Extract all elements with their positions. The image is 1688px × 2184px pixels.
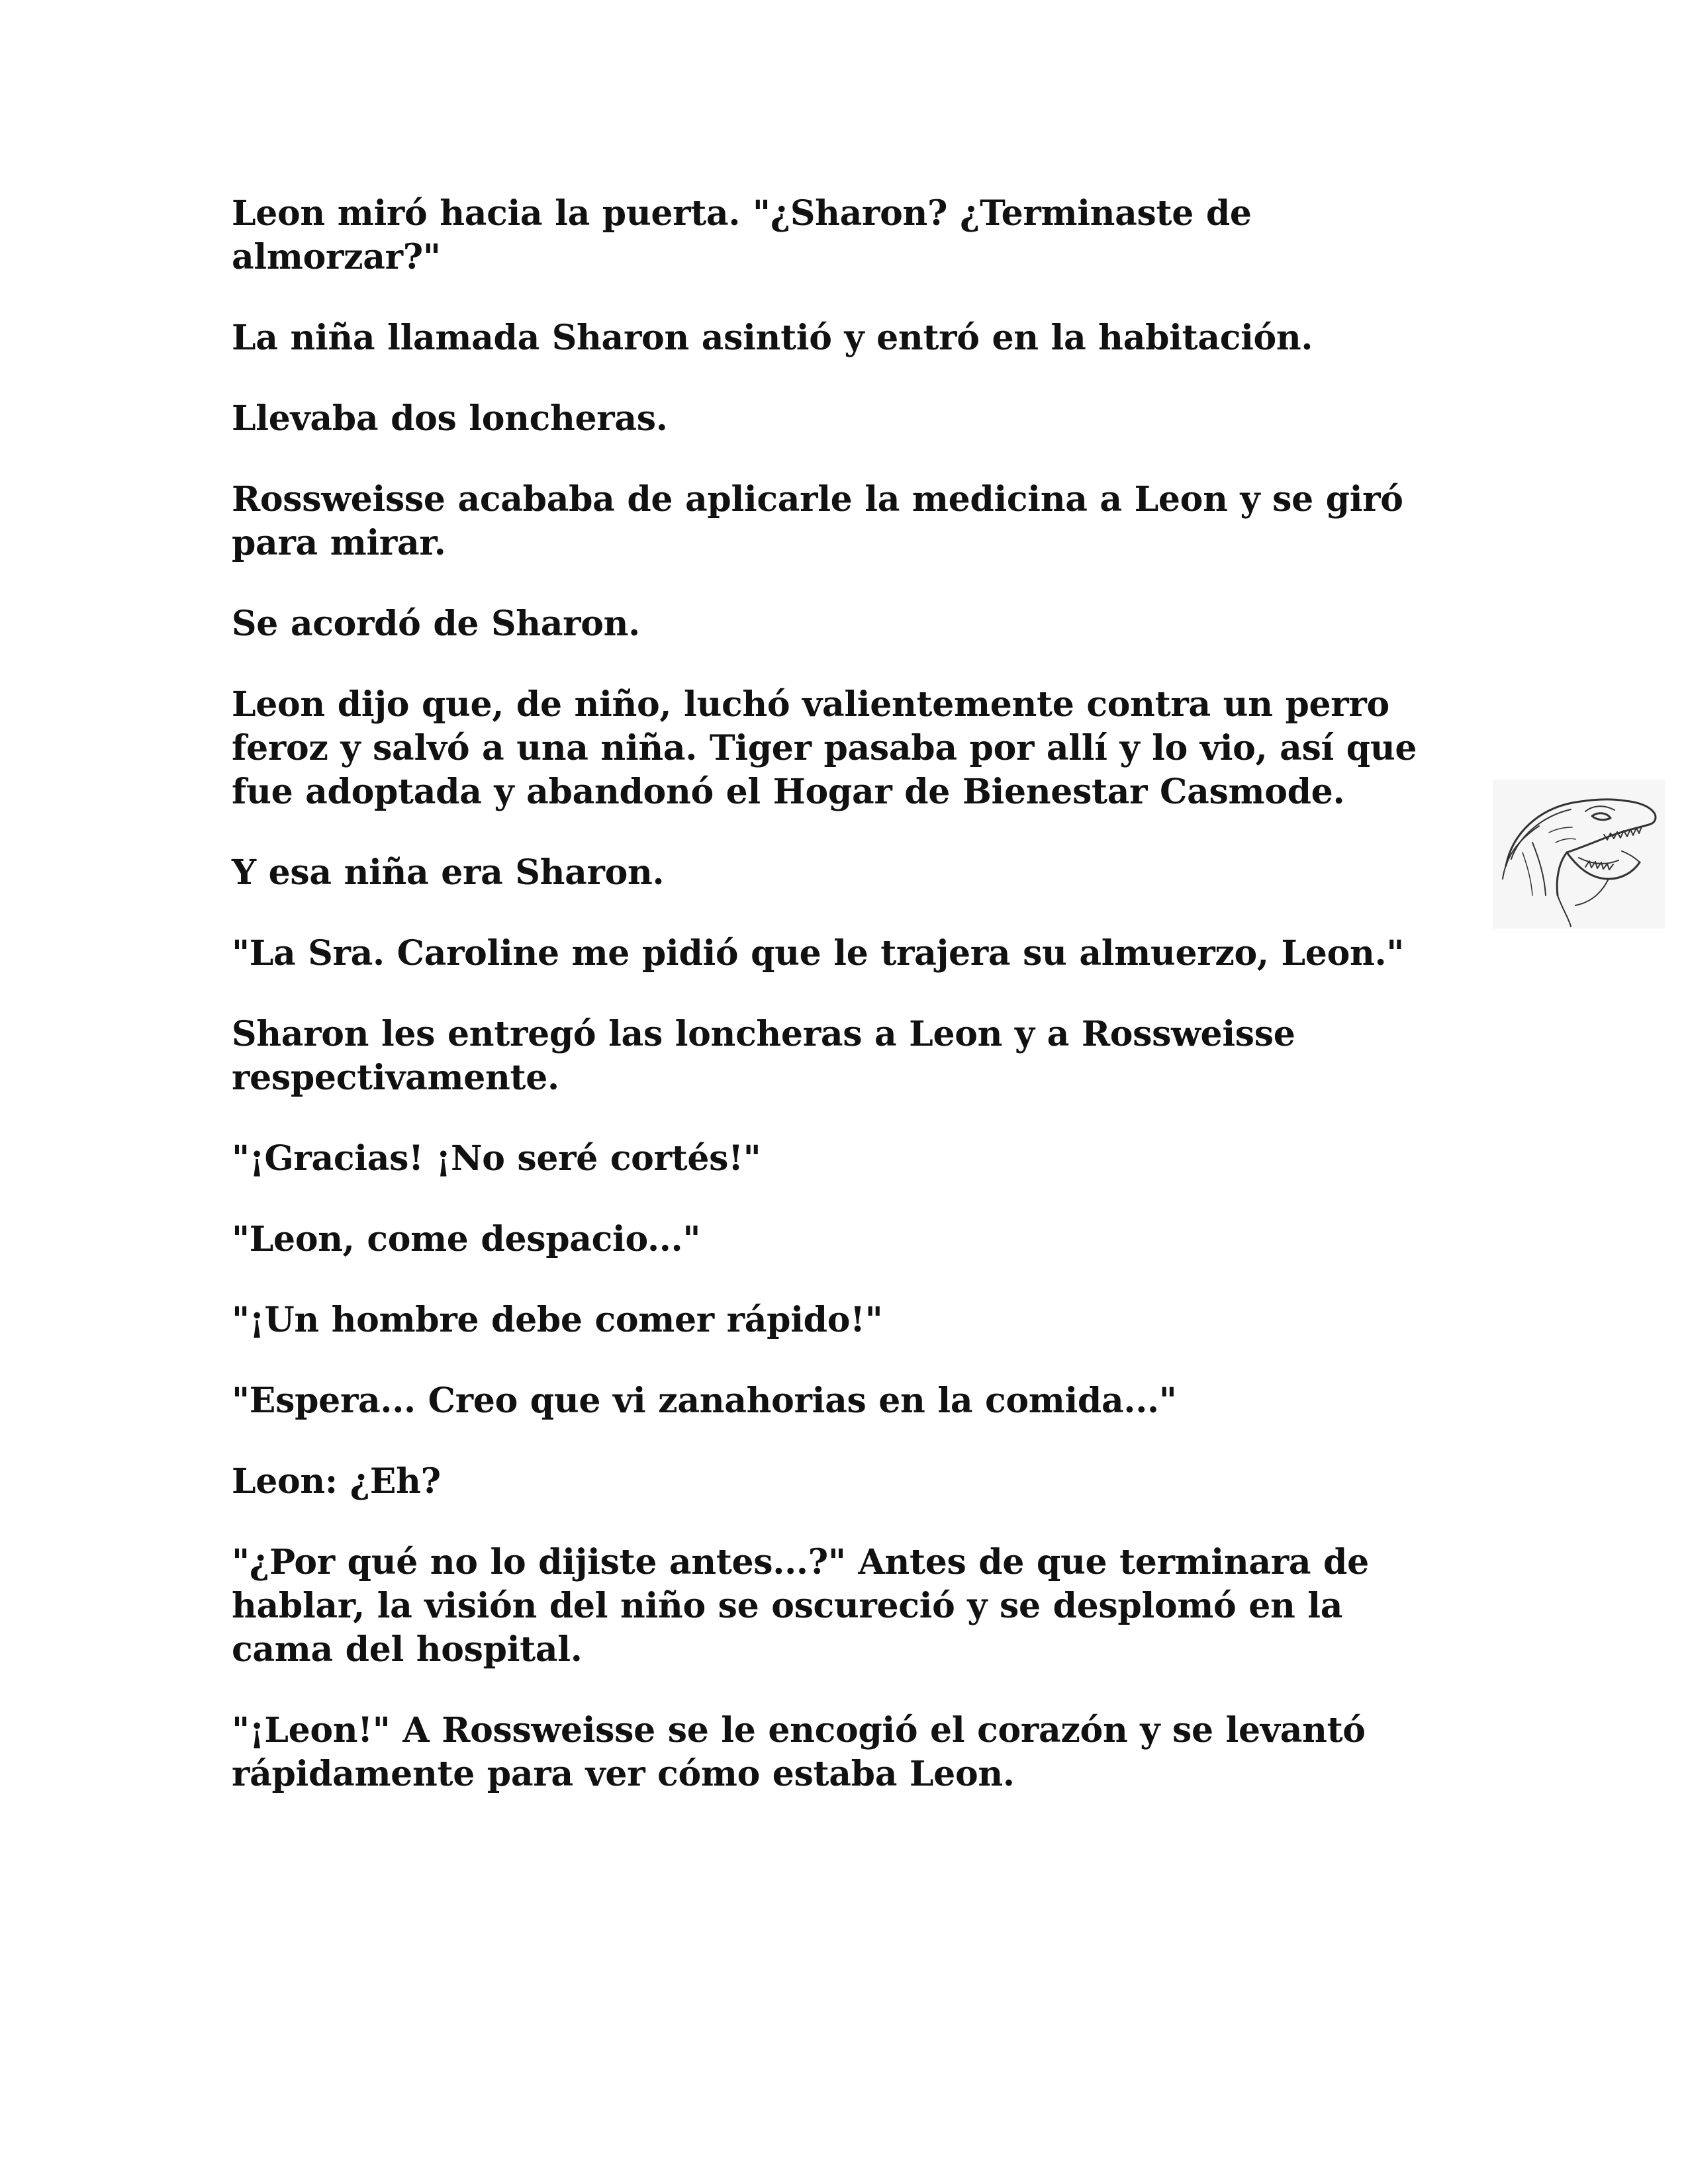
- paragraph-7: Y esa niña era Sharon.: [232, 852, 665, 893]
- paragraph-6: Leon dijo que, de niño, luchó valientemente contra un perro feroz y salvó a una niña. Tiger pasaba por allí y lo vio, así que fue adoptada y abandonó el Hogar de Bienestar Casmode.: [232, 684, 1417, 812]
- paragraph-8: "La Sra. Caroline me pidió que le trajera su almuerzo, Leon.": [232, 933, 1405, 974]
- paragraph-13: "Espera... Creo que vi zanahorias en la comida...": [232, 1381, 1177, 1421]
- paragraph-9: Sharon les entregó las loncheras a Leon y a Rossweisse respectivamente.: [232, 1014, 1295, 1098]
- paragraph-5: Se acordó de Sharon.: [232, 604, 640, 644]
- paragraph-3: Llevaba dos loncheras.: [232, 398, 668, 439]
- paragraph-16: "¡Leon!" A Rossweisse se le encogió el corazón y se levantó rápidamente para ver cómo estaba Leon.: [232, 1710, 1366, 1794]
- paragraph-14: Leon: ¿Eh?: [232, 1461, 441, 1502]
- paragraph-10: "¡Gracias! ¡No seré cortés!": [232, 1138, 761, 1179]
- document-body: [232, 192, 1436, 1833]
- paragraph-1: Leon miró hacia la puerta. "¿Sharon? ¿Terminaste de almorzar?": [232, 193, 1252, 277]
- paragraph-2: La niña llamada Sharon asintió y entró en la habitación.: [232, 318, 1313, 358]
- paragraph-11: "Leon, come despacio...": [232, 1219, 701, 1259]
- paragraph-4: Rossweisse acababa de aplicarle la medicina a Leon y se giró para mirar.: [232, 479, 1403, 563]
- paragraph-12: "¡Un hombre debe comer rápido!": [232, 1300, 883, 1340]
- paragraph-15: "¿Por qué no lo dijiste antes...?" Antes de que terminara de hablar, la visión del niño se oscureció y se desplomó en la cama del hospital.: [232, 1542, 1369, 1670]
- dinosaur-head-icon: [1493, 780, 1665, 929]
